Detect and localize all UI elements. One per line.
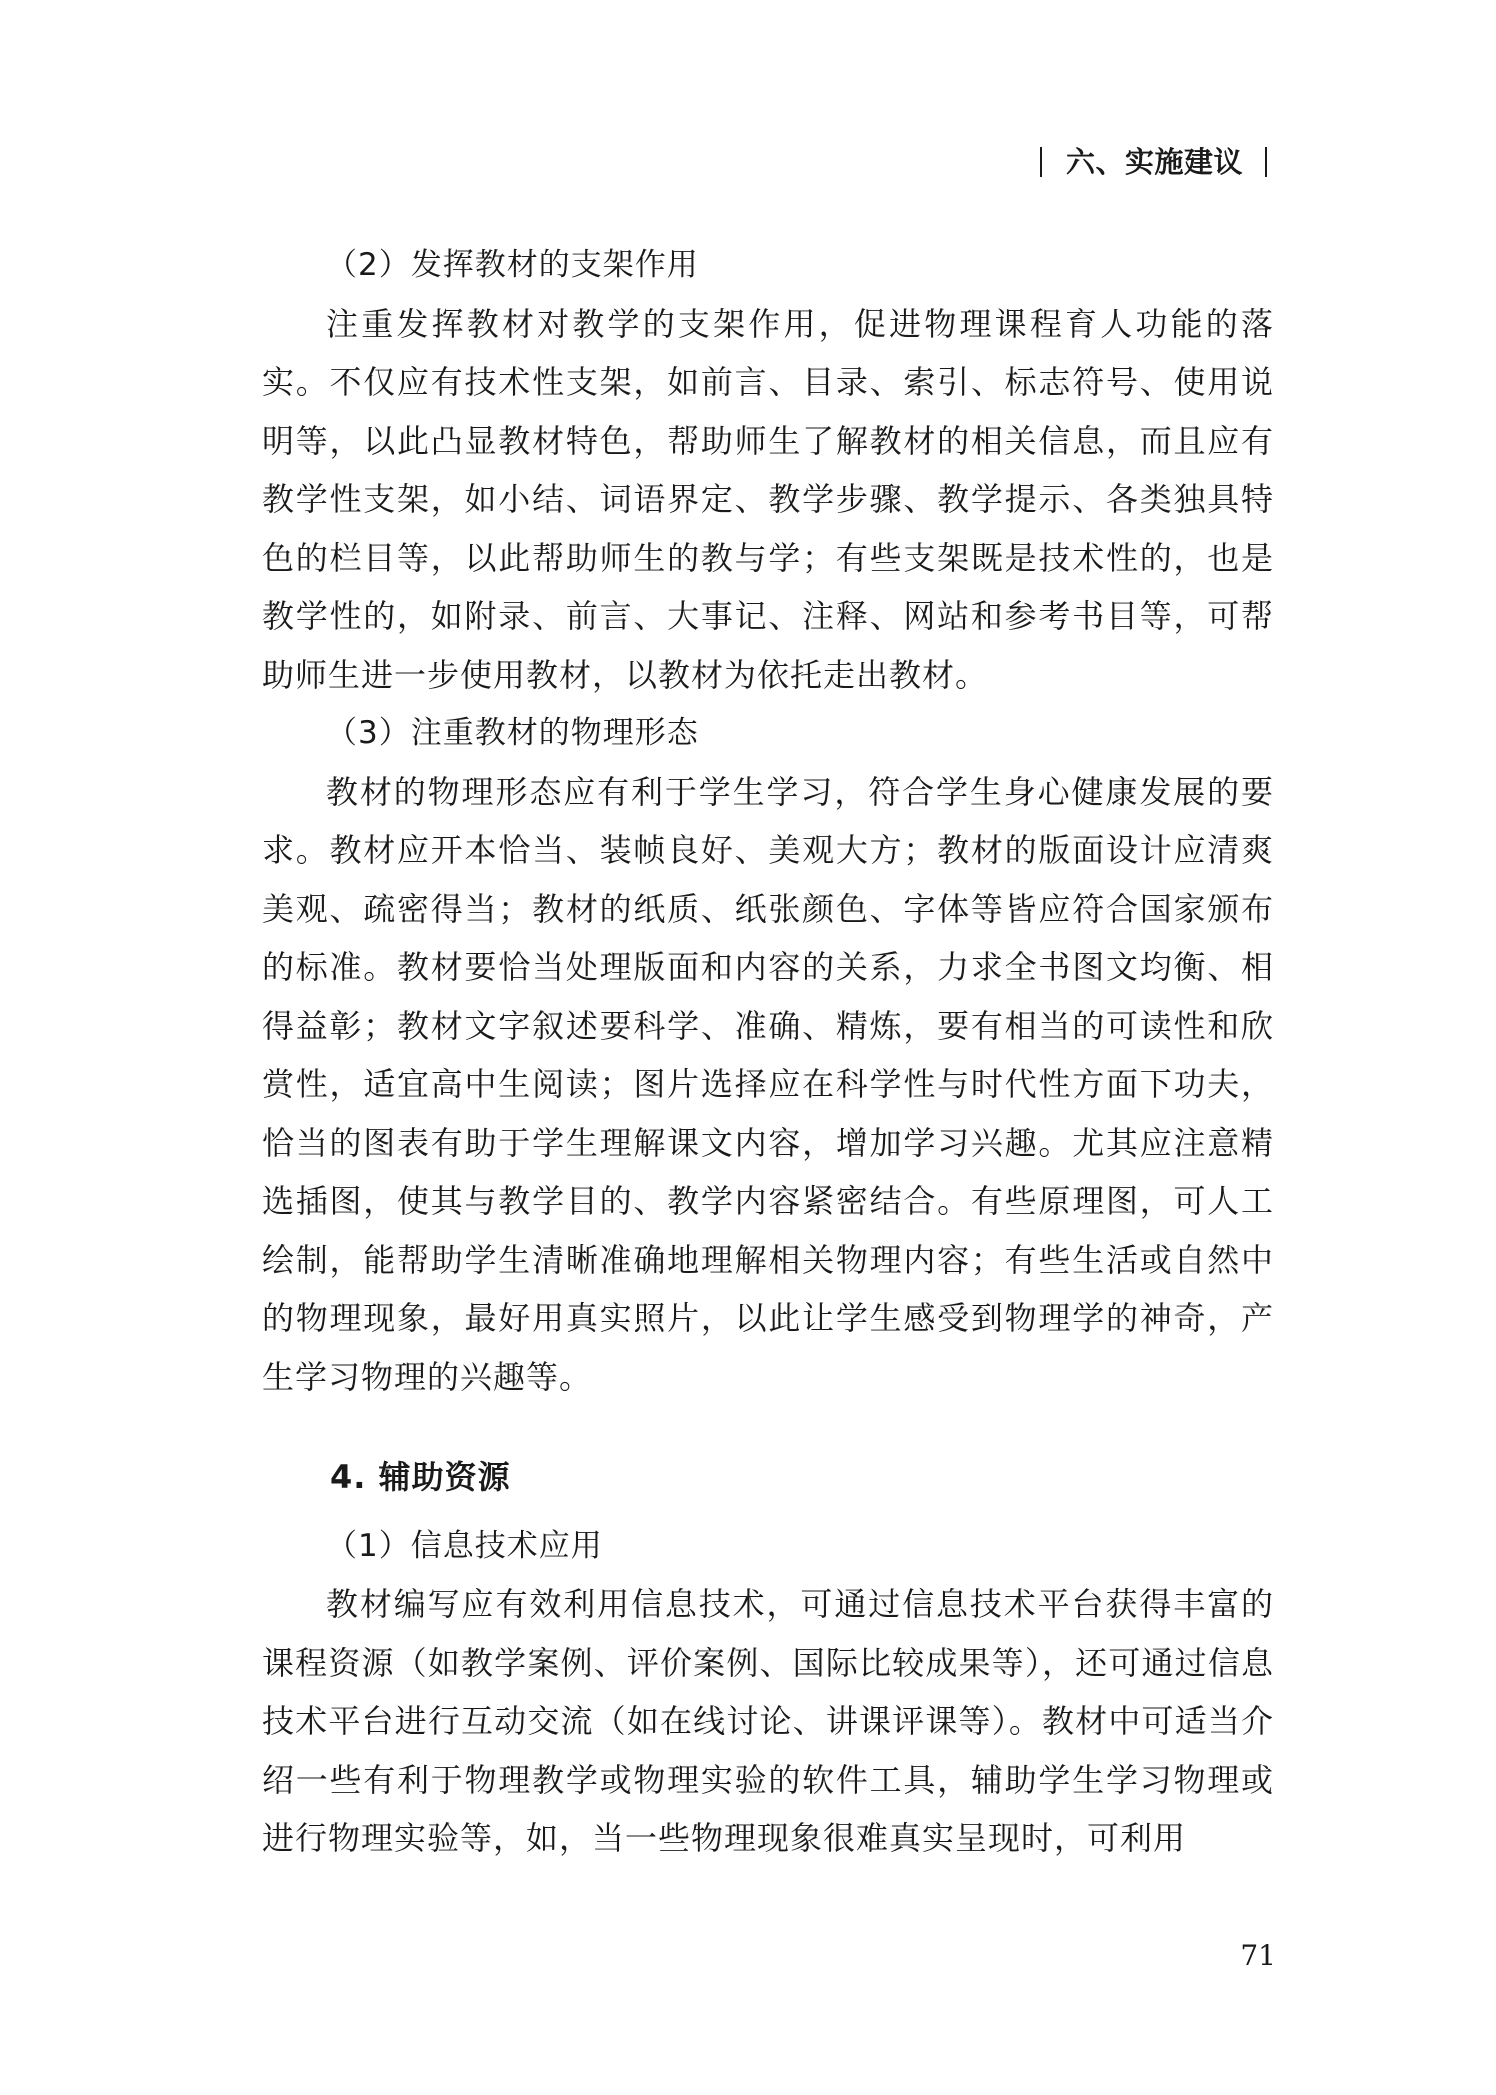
running-head-left-bar (1040, 147, 1042, 177)
subsection-heading-3: （3）注重教材的物理形态 (326, 715, 699, 751)
running-head-right-bar (1265, 147, 1267, 177)
subsection-heading-4-1: （1）信息技术应用 (326, 1527, 603, 1564)
page-body (262, 236, 1274, 1868)
subsection-heading-2: （2）发挥教材的支架作用 (326, 247, 699, 283)
paragraph-physical-form: 教材的物理形态应有利于学生学习，符合学生身心健康发展的要求。教材应开本恰当、装帧良好、美观大方；教材的版面设计应清爽美观、疏密得当；教材的纸质、纸张颜色、字体等皆应符合国家颁布的标准。教材要恰当处理版面和内容的关系，力求全书图文均衡、相得益彰；教材文字叙述要科学、准确、精炼，要有相当的可读性和欣赏性，适宜高中生阅读；图片选择应在科学性与时代性方面下功夫，恰当的图表有助于学生理解课文内容，增加学习兴趣。尤其应注意精选插图，使其与教学目的、教学内容紧密结合。有些原理图，可人工绘制，能帮助学生清晰准确地理解相关物理内容；有些生活或自然中的物理现象，最好用真实照片，以此让学生感受到物理学的神奇，产生学习物理的兴趣等。 (262, 772, 1274, 1396)
section-heading-4: 4. 辅助资源 (330, 1458, 511, 1496)
page-number: 71 (1240, 1939, 1276, 1972)
paragraph-scaffolding: 注重发挥教材对教学的支架作用，促进物理课程育人功能的落实。不仅应有技术性支架，如前言、目录、索引、标志符号、使用说明等，以此凸显教材特色，帮助师生了解教材的相关信息，而且应有教学性支架，如小结、词语界定、教学步骤、教学提示、各类独具特色的栏目等，以此帮助师生的教与学；有些支架既是技术性的，也是教学性的，如附录、前言、大事记、注释、网站和参考书目等，可帮助师生进一步使用教材，以教材为依托走出教材。 (262, 304, 1274, 694)
paragraph-information-technology: 教材编写应有效利用信息技术，可通过信息技术平台获得丰富的课程资源（如教学案例、评价案例、国际比较成果等），还可通过信息技术平台进行互动交流（如在线讨论、讲课评课等）。教材中可适当介绍一些有利于物理教学或物理实验的软件工具，辅助学生学习物理或进行物理实验等，如，当一些物理现象很难真实呈现时，可利用 (262, 1585, 1274, 1857)
running-head-title: 六、实施建议 (1066, 145, 1244, 179)
running-head (1040, 140, 1280, 184)
